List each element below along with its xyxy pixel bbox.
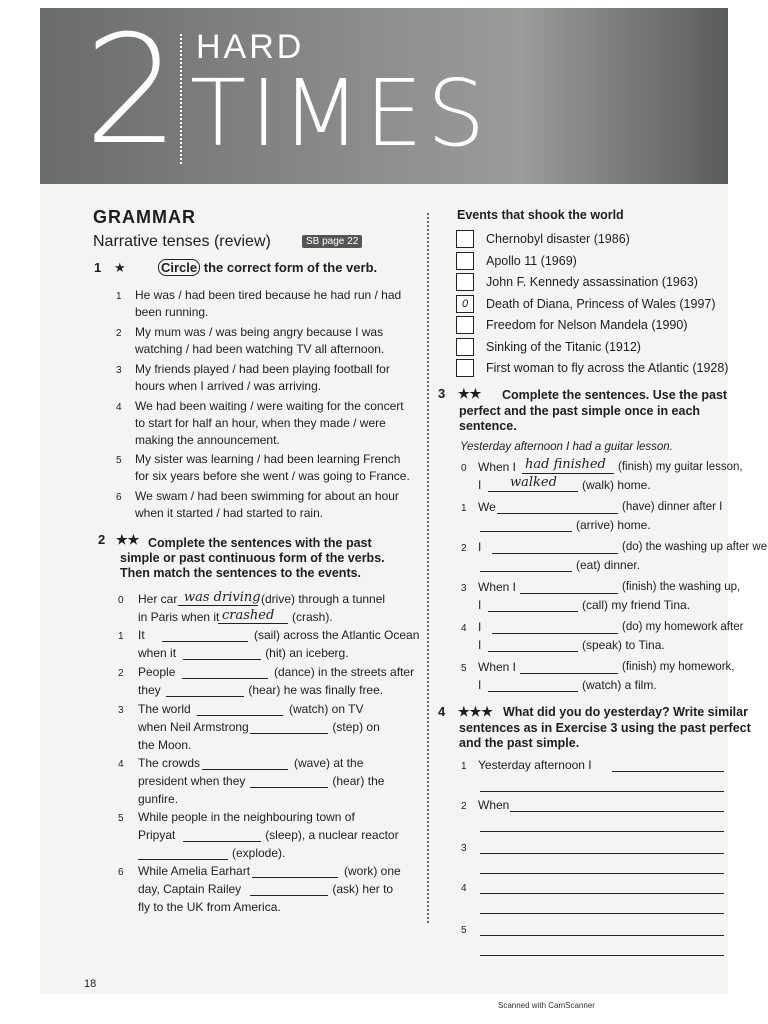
answer-blank[interactable] bbox=[492, 553, 618, 554]
ex3-item-text: I bbox=[478, 620, 482, 634]
ex2-item-text: (watch) on TV bbox=[289, 702, 364, 716]
answer-blank[interactable] bbox=[480, 873, 724, 874]
answer-blank[interactable] bbox=[138, 859, 228, 860]
ex4-item-number: 2 bbox=[461, 801, 467, 812]
ex1-item-number: 6 bbox=[116, 492, 122, 503]
ex3-item-text: I bbox=[478, 598, 482, 612]
ex2-item-text: (hit) an iceberg. bbox=[265, 646, 349, 660]
ex3-item-text: When I bbox=[478, 460, 517, 474]
event-match-box[interactable] bbox=[456, 359, 474, 377]
answer-blank[interactable] bbox=[488, 651, 578, 652]
workbook-page bbox=[40, 4, 768, 994]
event-label: Sinking of the Titanic (1912) bbox=[486, 339, 641, 354]
ex1-item-line: We swam / had been swimming for about an hour bbox=[135, 489, 399, 503]
event-match-box[interactable] bbox=[456, 273, 474, 291]
ex1-item-number: 1 bbox=[116, 291, 122, 302]
ex1-item-line: been running. bbox=[135, 305, 209, 319]
answer-blank[interactable] bbox=[492, 633, 618, 634]
ex1-item-number: 5 bbox=[116, 455, 122, 466]
ex2-item-text: (ask) her to bbox=[332, 882, 394, 896]
ex3-example: Yesterday afternoon I had a guitar lesson. bbox=[460, 441, 673, 453]
ex2-stars: ★★ bbox=[116, 532, 140, 547]
ex1-item-line: making the announcement. bbox=[135, 433, 280, 447]
ex4-item-number: 3 bbox=[461, 843, 467, 854]
ex4-stars: ★★★ bbox=[458, 704, 493, 719]
ex3-item-text: We bbox=[478, 500, 496, 514]
ex2-item-number: 3 bbox=[118, 705, 124, 716]
ex4-instruction-1: What did you do yesterday? Write similar bbox=[503, 705, 748, 719]
answer-blank[interactable] bbox=[250, 733, 328, 734]
answer-blank[interactable] bbox=[488, 611, 578, 612]
ex2-item-number: 6 bbox=[118, 867, 124, 878]
ex2-item-text: (drive) through a tunnel bbox=[261, 592, 386, 606]
ex4-item-text: When bbox=[478, 798, 510, 812]
event-match-box[interactable] bbox=[456, 316, 474, 334]
answer-blank[interactable] bbox=[252, 877, 338, 878]
ex1-item-number: 2 bbox=[116, 328, 122, 339]
ex2-item-number: 0 bbox=[118, 595, 124, 606]
ex2-item-text: gunfire. bbox=[138, 792, 179, 806]
ex3-item-number: 0 bbox=[461, 463, 467, 474]
ex2-item-text: (hear) the bbox=[332, 774, 385, 788]
ex2-item-line: While people in the neighbouring town of bbox=[138, 810, 355, 824]
ex3-item-text: (arrive) home. bbox=[576, 518, 651, 532]
ex3-item-text: (walk) home. bbox=[582, 478, 651, 492]
ex1-item-number: 4 bbox=[116, 402, 122, 413]
event-match-box[interactable] bbox=[456, 252, 474, 270]
ex2-handwritten-answer: was driving bbox=[184, 590, 261, 605]
answer-blank[interactable] bbox=[612, 771, 724, 772]
ex3-item-text: (watch) a film. bbox=[582, 678, 657, 692]
ex3-item-number: 1 bbox=[461, 503, 467, 514]
event-label: Freedom for Nelson Mandela (1990) bbox=[486, 318, 688, 332]
event-label: Chernobyl disaster (1986) bbox=[486, 232, 630, 246]
ex2-item-text: (sleep), a nuclear reactor bbox=[265, 828, 399, 842]
ex1-item-line: for six years before she went / was going to France. bbox=[135, 469, 410, 483]
ex3-item-text: (finish) the washing up, bbox=[622, 581, 741, 593]
ex3-item-text: (call) my friend Tina. bbox=[582, 598, 691, 612]
ex2-item-text: in Paris when it bbox=[138, 610, 220, 624]
ex4-item-number: 1 bbox=[461, 761, 467, 772]
answer-blank[interactable] bbox=[202, 769, 288, 770]
ex2-item-text: they bbox=[138, 683, 161, 697]
ex4-item-text: Yesterday afternoon I bbox=[478, 758, 592, 772]
ex2-item-text: president when they bbox=[138, 774, 246, 788]
unit-title-line1: HARD bbox=[196, 28, 305, 66]
event-match-box[interactable]: 0 bbox=[456, 295, 474, 313]
ex3-item-text: (have) dinner after I bbox=[622, 501, 723, 513]
ex3-item-text: I bbox=[478, 478, 482, 492]
ex2-instruction-2: simple or past continuous form of the verbs. bbox=[120, 551, 385, 565]
ex3-item-text: I bbox=[478, 540, 482, 554]
answer-blank[interactable] bbox=[183, 841, 261, 842]
ex2-item-text: While Amelia Earhart bbox=[138, 864, 251, 878]
ex3-item-number: 4 bbox=[461, 623, 467, 634]
ex2-item-number: 4 bbox=[118, 759, 124, 770]
ex2-handwritten-answer: crashed bbox=[222, 608, 275, 623]
answer-blank[interactable] bbox=[480, 831, 724, 832]
answer-blank[interactable] bbox=[218, 623, 288, 624]
ex2-item-text: (sail) across the Atlantic Ocean bbox=[254, 628, 420, 642]
ex3-item-number: 3 bbox=[461, 583, 467, 594]
answer-blank[interactable] bbox=[520, 593, 618, 594]
ex3-item-text: I bbox=[478, 638, 482, 652]
answer-blank[interactable] bbox=[480, 935, 724, 936]
ex1-item-line: to start for half an hour, when they made / were bbox=[135, 416, 386, 430]
ex4-item-number: 4 bbox=[461, 883, 467, 894]
answer-blank[interactable] bbox=[522, 473, 614, 474]
answer-blank[interactable] bbox=[480, 791, 724, 792]
answer-blank[interactable] bbox=[480, 853, 724, 854]
event-match-box[interactable] bbox=[456, 230, 474, 248]
answer-blank[interactable] bbox=[250, 895, 328, 896]
circle-word: Circle bbox=[158, 259, 200, 276]
ex3-item-text: I bbox=[478, 678, 482, 692]
ex1-item-line: He was / had been tired because he had run / had bbox=[135, 288, 402, 302]
ex1-item-line: My friends played / had been playing football for bbox=[135, 362, 390, 376]
answer-blank[interactable] bbox=[480, 531, 572, 532]
ex2-item-text: (explode). bbox=[232, 846, 286, 860]
ex2-item-text: (work) one bbox=[344, 864, 401, 878]
answer-blank[interactable] bbox=[166, 696, 244, 697]
ex3-stars: ★★ bbox=[458, 386, 482, 401]
ex2-item-text: Pripyat bbox=[138, 828, 176, 842]
ex4-label: 4 bbox=[438, 704, 446, 719]
ex2-item-text: (crash). bbox=[292, 610, 333, 624]
ex3-item-text: When I bbox=[478, 660, 517, 674]
answer-blank[interactable] bbox=[488, 691, 578, 692]
ex4-item-number: 5 bbox=[461, 925, 467, 936]
section-heading: GRAMMAR bbox=[93, 207, 196, 227]
ex1-label: 1 bbox=[94, 260, 102, 275]
ex2-item-text: It bbox=[138, 628, 145, 642]
ex3-item-text: (finish) my homework, bbox=[622, 661, 735, 673]
ex3-label: 3 bbox=[438, 386, 446, 401]
answer-blank[interactable] bbox=[197, 715, 283, 716]
ex3-item-text: (do) my homework after bbox=[622, 621, 744, 633]
event-label: First woman to fly across the Atlantic (1928) bbox=[486, 361, 729, 375]
ex2-instruction-3: Then match the sentences to the events. bbox=[120, 566, 362, 580]
answer-blank[interactable] bbox=[480, 571, 572, 572]
ex1-instruction: Circle the correct form of the verb. bbox=[158, 260, 377, 275]
event-match-box[interactable] bbox=[456, 338, 474, 356]
ex2-item-text: (step) on bbox=[332, 720, 380, 734]
ex3-instruction-3: sentence. bbox=[459, 419, 517, 433]
answer-blank[interactable] bbox=[480, 955, 724, 956]
ex2-instruction-1: Complete the sentences with the past bbox=[148, 536, 372, 550]
section-subheading: Narrative tenses (review) bbox=[93, 233, 271, 250]
ex2-item-text: The world bbox=[138, 702, 191, 716]
ex2-item-text: day, Captain Railey bbox=[138, 882, 242, 896]
ex2-item-text: People bbox=[138, 665, 176, 679]
ex1-item-line: hours when I arrived / was arriving. bbox=[135, 379, 322, 393]
event-label: Apollo 11 (1969) bbox=[486, 253, 577, 268]
ex3-handwritten-answer: walked bbox=[510, 475, 557, 490]
ex2-label: 2 bbox=[98, 532, 106, 547]
ex2-item-number: 5 bbox=[118, 813, 124, 824]
events-heading: Events that shook the world bbox=[457, 208, 624, 222]
page-number: 18 bbox=[84, 978, 97, 990]
ex2-item-text: when it bbox=[138, 646, 177, 660]
ex3-instruction-2: perfect and the past simple once in each bbox=[459, 404, 701, 418]
ex1-item-line: when it started / had started to rain. bbox=[135, 506, 324, 520]
answer-blank[interactable] bbox=[183, 659, 261, 660]
ex4-instruction-3: and the past simple. bbox=[459, 736, 580, 750]
ex2-item-text: Her car bbox=[138, 592, 178, 606]
ex3-item-text: When I bbox=[478, 580, 517, 594]
ex3-instruction-1: Complete the sentences. Use the past bbox=[502, 388, 728, 402]
answer-blank[interactable] bbox=[480, 913, 724, 914]
answer-blank[interactable] bbox=[250, 787, 328, 788]
ex3-handwritten-answer: had finished bbox=[525, 457, 606, 472]
ex3-item-text: (eat) dinner. bbox=[576, 558, 641, 572]
ex2-item-text: fly to the UK from America. bbox=[138, 900, 281, 914]
ex2-item-text: The crowds bbox=[138, 756, 201, 770]
answer-blank[interactable] bbox=[497, 513, 618, 514]
unit-banner bbox=[40, 4, 728, 184]
answer-blank[interactable] bbox=[510, 811, 724, 812]
ex3-item-number: 2 bbox=[461, 543, 467, 554]
answer-blank[interactable] bbox=[480, 893, 724, 894]
ex2-item-text: when Neil Armstrong bbox=[138, 720, 249, 734]
unit-title-line2: TIMES bbox=[190, 60, 490, 167]
answer-blank[interactable] bbox=[162, 641, 248, 642]
ex1-stars: ★ bbox=[114, 260, 126, 275]
ex3-item-number: 5 bbox=[461, 663, 467, 674]
ex1-item-line: We had been waiting / were waiting for the concert bbox=[135, 399, 404, 413]
column-divider bbox=[427, 213, 429, 923]
answer-blank[interactable] bbox=[178, 605, 258, 606]
ex4-instruction-2: sentences as in Exercise 3 using the past perfect bbox=[459, 721, 751, 735]
ex2-item-number: 2 bbox=[118, 668, 124, 679]
answer-blank[interactable] bbox=[182, 678, 268, 679]
ex3-item-text: (speak) to Tina. bbox=[582, 638, 665, 652]
scanner-watermark: Scanned with CamScanner bbox=[498, 1001, 595, 1010]
unit-number: 2 bbox=[84, 4, 176, 178]
ex2-item-text: (dance) in the streets after bbox=[274, 665, 415, 679]
ex1-item-line: watching / had been watching TV all afternoon. bbox=[135, 342, 385, 356]
ex1-item-number: 3 bbox=[116, 365, 122, 376]
event-label: Death of Diana, Princess of Wales (1997) bbox=[486, 296, 716, 311]
ex3-item-text: (finish) my guitar lesson, bbox=[618, 461, 743, 473]
ex1-item-line: My mum was / was being angry because I was bbox=[135, 325, 384, 339]
event-label: John F. Kennedy assassination (1963) bbox=[486, 275, 698, 289]
answer-blank[interactable] bbox=[520, 673, 618, 674]
answer-blank[interactable] bbox=[488, 491, 578, 492]
ex2-item-text: (wave) at the bbox=[294, 756, 364, 770]
ex2-item-text: (hear) he was finally free. bbox=[248, 683, 384, 697]
ex2-item-text: the Moon. bbox=[138, 738, 192, 752]
ex2-item-number: 1 bbox=[118, 631, 124, 642]
ex3-item-text: (do) the washing up after we bbox=[622, 541, 768, 553]
ex1-item-line: My sister was learning / had been learning French bbox=[135, 452, 401, 466]
title-divider bbox=[180, 34, 182, 164]
sb-page-ref: SB page 22 bbox=[302, 235, 362, 248]
